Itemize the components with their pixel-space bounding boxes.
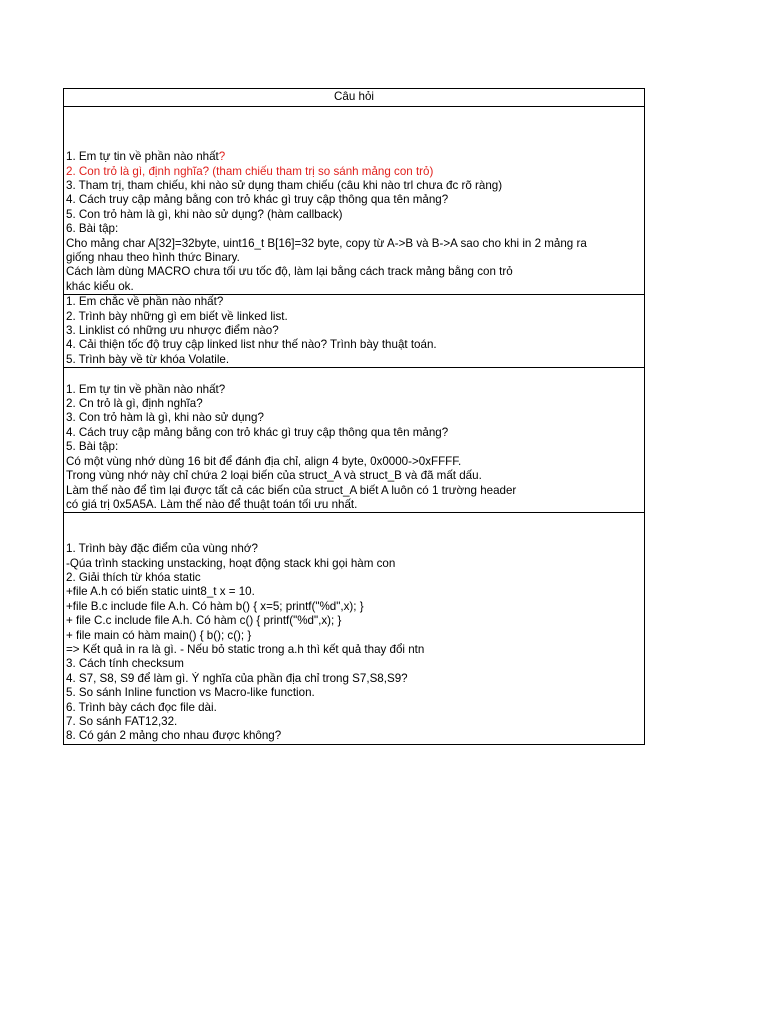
question-line-text: Có một vùng nhớ dùng 16 bit để đánh địa chỉ, align 4 byte, 0x0000->0xFFFF. (66, 454, 462, 468)
question-line (66, 237, 644, 251)
question-line-text: => Kết quả in ra là gì. - Nếu bỏ static trong a.h thì kết quả thay đổi ntn (66, 642, 425, 656)
question-line-text: +file A.h có biến static uint8_t x = 10. (66, 585, 255, 599)
question-line (66, 222, 644, 236)
question-cell[interactable] (64, 513, 645, 744)
question-line-text: 5. Bài tập: (66, 440, 119, 454)
question-line-text: 8. Có gán 2 mảng cho nhau được không? (66, 729, 282, 743)
question-line (66, 208, 644, 222)
question-line (66, 295, 644, 309)
question-line-text: 4. S7, S8, S9 để làm gì. Ý nghĩa của phần địa chỉ trong S7,S8,S9? (66, 671, 408, 685)
question-line (66, 397, 644, 411)
question-line (66, 324, 644, 338)
question-line (66, 353, 644, 367)
blank-line (66, 368, 644, 382)
question-line-text: Làm thế nào để tìm lại được tất cả các biến của struct_A biết A luôn có 1 trường header (66, 483, 517, 497)
question-line-highlight: ? (218, 150, 226, 164)
question-line-text: giống nhau theo hình thức Binary. (66, 251, 240, 265)
question-line (66, 643, 644, 657)
question-line (66, 265, 644, 279)
question-line (66, 440, 644, 454)
question-line-text: Cách làm dùng MACRO chưa tối ưu tốc độ, làm lại bằng cách track mảng bằng con trỏ (66, 265, 513, 279)
question-line-text: 2. Giải thích từ khóa static (66, 570, 201, 584)
question-line (66, 383, 644, 397)
question-line-text: khác kiểu ok. (66, 279, 134, 293)
question-line (66, 729, 644, 743)
question-line (66, 715, 644, 729)
question-row (64, 107, 645, 295)
blank-line (66, 513, 644, 527)
question-line-text: 4. Cải thiện tốc độ truy cập linked list như thế nào? Trình bày thuật toán. (66, 338, 437, 352)
blank-line (66, 528, 644, 542)
blank-line (66, 121, 644, 135)
question-line (66, 426, 644, 440)
questions-table (63, 88, 645, 745)
question-line (66, 672, 644, 686)
question-line-text: 5. Con trỏ hàm là gì, khi nào sử dụng? (hàm callback) (66, 207, 343, 221)
question-line (66, 310, 644, 324)
question-line (66, 338, 644, 352)
question-line (66, 571, 644, 585)
question-line (66, 542, 644, 556)
question-line-text: 6. Bài tập: (66, 222, 119, 236)
question-line-text: 3. Con trỏ hàm là gì, khi nào sử dụng? (66, 411, 264, 425)
question-line-text: + file C.c include file A.h. Có hàm c() { printf("%d",x); } (66, 614, 342, 628)
question-line (66, 280, 644, 294)
question-row (64, 295, 645, 368)
question-line-text: 4. Cách truy cập mảng bằng con trỏ khác gì truy cập thông qua tên mảng? (66, 425, 449, 439)
question-line-text: 1. Trình bày đặc điểm của vùng nhớ? (66, 542, 258, 556)
question-line-text: 3. Tham trị, tham chiếu, khi nào sử dụng tham chiếu (câu khi nào trl chưa đc rõ ràng) (66, 178, 503, 192)
question-line (66, 498, 644, 512)
question-line-text: 3. Linklist có những ưu nhược điểm nào? (66, 324, 279, 338)
question-line-text: +file B.c include file A.h. Có hàm b() { x=5; printf("%d",x); } (66, 599, 364, 613)
question-line (66, 484, 644, 498)
question-line-text: 2. Cn trỏ là gì, định nghĩa? (66, 397, 203, 411)
question-line (66, 165, 644, 179)
question-line (66, 251, 644, 265)
question-line-text: 5. So sánh Inline function vs Macro-like function. (66, 686, 315, 700)
header-cell[interactable]: Câu hỏi (64, 89, 645, 107)
question-line (66, 411, 644, 425)
question-line (66, 557, 644, 571)
question-line-text: 1. Em tự tin về phần nào nhất (66, 150, 219, 164)
question-cell[interactable] (64, 107, 645, 295)
question-line (66, 600, 644, 614)
question-line-text: 2. Trình bày những gì em biết về linked list. (66, 309, 288, 323)
question-line-text: có giá trị 0x5A5A. Làm thế nào để thuật toán tối ưu nhất. (66, 497, 358, 511)
question-line-text: 5. Trình bày về từ khóa Volatile. (66, 352, 230, 366)
question-line-text: 1. Em tự tin về phần nào nhất? (66, 382, 226, 396)
question-row (64, 368, 645, 513)
blank-line (66, 107, 644, 121)
header-row (64, 89, 645, 107)
question-cell[interactable] (64, 295, 645, 368)
question-line (66, 193, 644, 207)
question-line (66, 585, 644, 599)
question-line-text: 6. Trình bày cách đọc file dài. (66, 700, 217, 714)
question-line-text: -Qúa trình stacking unstacking, hoạt động stack khi gọi hàm con (66, 556, 396, 570)
question-line (66, 469, 644, 483)
question-cell[interactable] (64, 368, 645, 513)
question-line (66, 629, 644, 643)
question-row (64, 513, 645, 744)
question-line (66, 701, 644, 715)
question-line-text: 3. Cách tính checksum (66, 657, 184, 671)
question-line-text: Trong vùng nhớ này chỉ chứa 2 loại biến của struct_A và struct_B và đã mất dấu. (66, 469, 482, 483)
question-line-text: 2. Con trỏ là gì, định nghĩa? (tham chiếu tham trị so sánh mảng con trỏ) (66, 164, 434, 178)
question-line-text: 1. Em chắc về phần nào nhất? (66, 295, 224, 309)
question-line (66, 179, 644, 193)
question-line (66, 614, 644, 628)
question-line (66, 455, 644, 469)
question-line-text: Cho mảng char A[32]=32byte, uint16_t B[16]=32 byte, copy từ A->B và B->A sao cho khi in 2 mảng ra (66, 236, 587, 250)
question-line (66, 150, 644, 164)
blank-line (66, 136, 644, 150)
question-line (66, 686, 644, 700)
question-line-text: 4. Cách truy cập mảng bằng con trỏ khác gì truy cập thông qua tên mảng? (66, 193, 449, 207)
question-line (66, 657, 644, 671)
question-line-text: + file main có hàm main() { b(); c(); } (66, 628, 252, 642)
question-line-text: 7. So sánh FAT12,32. (66, 714, 178, 728)
